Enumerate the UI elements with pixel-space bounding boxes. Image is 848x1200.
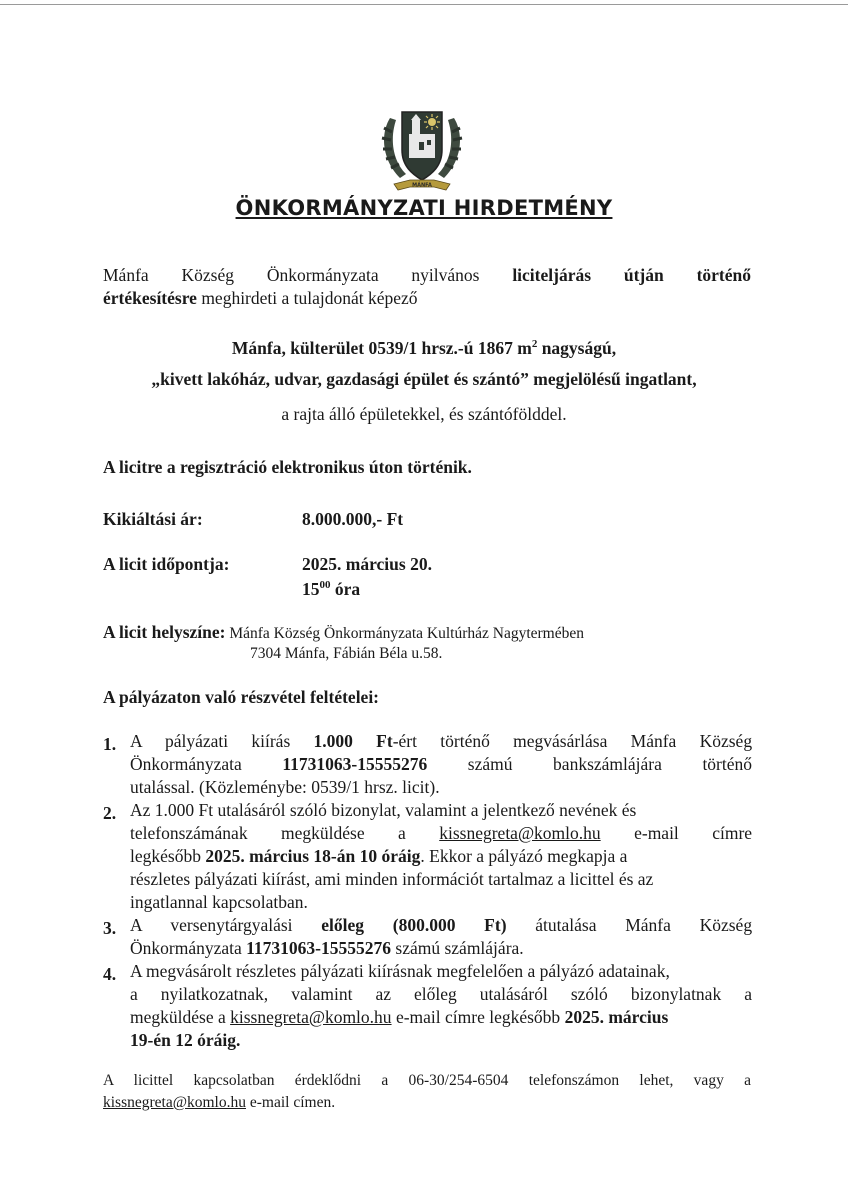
condition-2-line-4: részletes pályázati kiírást, ami minden információt tartalmaz a licittel és az: [130, 869, 654, 889]
venue-line-2: 7304 Mánfa, Fábián Béla u.58.: [250, 645, 443, 662]
condition-number-1: 1.: [103, 734, 117, 754]
condition-4-line-4: 19-én 12 óráig.: [130, 1030, 241, 1050]
crest-caption: MÁNFA: [412, 182, 432, 189]
condition-1-line-2: Önkormányzata 11731063-15555276 számú bankszámlájára történő: [130, 754, 753, 774]
property-line-1: Mánfa, külterület 0539/1 hrsz.-ú 1867 $m^2$ nagyságú,: [231, 337, 617, 358]
date-label: A licit időpontja:: [103, 554, 230, 574]
date-hour: $15^{00}$ óra: [302, 578, 361, 599]
property-line-2: „kivett lakóház, udvar, gazdasági épület és szántó” megjelölésű ingatlant,: [151, 369, 697, 389]
top-border-line: [0, 4, 848, 5]
condition-number-3: 3.: [103, 918, 117, 938]
intro-line-1: Mánfa Község Önkormányzata nyilvános liciteljárás útján történő: [103, 265, 751, 285]
condition-4-line-2: a nyilatkozatnak, valamint az előleg utalásáról szóló bizonylatnak a: [130, 984, 752, 1004]
condition-3-line-2: Önkormányzata 11731063-15555276 számú számlájára.: [130, 938, 524, 958]
condition-2-line-1: Az 1.000 Ft utalásáról szóló bizonylat, valamint a jelentkező nevének és: [130, 800, 637, 820]
condition-2-line-2: telefonszámának megküldése a kissnegreta@komlo.hu e-mail címre: [130, 823, 753, 843]
coat-of-arms-icon: [376, 104, 468, 196]
email-link[interactable]: kissnegreta@komlo.hu: [439, 823, 601, 843]
condition-3-line-1: A versenytárgyalási előleg (800.000 Ft) átutalása Mánfa Község: [130, 915, 753, 935]
email-link[interactable]: kissnegreta@komlo.hu: [230, 1007, 392, 1027]
condition-number-2: 2.: [103, 803, 117, 823]
conditions-heading: A pályázaton való részvétel feltételei:: [103, 687, 380, 707]
price-label: Kikiáltási ár:: [103, 509, 203, 529]
footer-email-link[interactable]: kissnegreta@komlo.hu: [103, 1094, 246, 1111]
condition-1-line-3: utalással. (Közleménybe: 0539/1 hrsz. licit).: [130, 777, 440, 797]
date-value: 2025. március 20.: [302, 554, 432, 574]
page-title: ÖNKORMÁNYZATI HIRDETMÉNY: [235, 196, 613, 220]
condition-number-4: 4.: [103, 964, 117, 984]
venue-line-1: A licit helyszíne: Mánfa Község Önkormányzata Kultúrház Nagytermében: [103, 622, 584, 642]
condition-1-line-1: A pályázati kiírás 1.000 Ft-ért történő megvásárlása Mánfa Község: [130, 731, 753, 751]
registration-notice: A licitre a regisztráció elektronikus úton történik.: [103, 457, 472, 477]
condition-4-line-1: A megvásárolt részletes pályázati kiírásnak megfelelően a pályázó adatainak,: [130, 961, 670, 981]
condition-2-line-3: legkésőbb 2025. március 18-án 10 óráig. Ekkor a pályázó megkapja a: [130, 846, 628, 866]
intro-line-2: értékesítésre meghirdeti a tulajdonát képező: [103, 288, 418, 308]
property-line-3: a rajta álló épületekkel, és szántófölddel.: [281, 404, 567, 424]
footer-line-1: A licittel kapcsolatban érdeklődni a 06-30/254-6504 telefonszámon lehet, vagy a: [103, 1072, 751, 1089]
price-value: 8.000.000,- Ft: [302, 509, 404, 529]
condition-2-line-5: ingatlannal kapcsolatban.: [130, 892, 308, 912]
condition-4-line-3: megküldése a kissnegreta@komlo.hu e-mail címre legkésőbb 2025. március: [130, 1007, 669, 1027]
footer-line-2: kissnegreta@komlo.hu e-mail címen.: [103, 1094, 336, 1111]
